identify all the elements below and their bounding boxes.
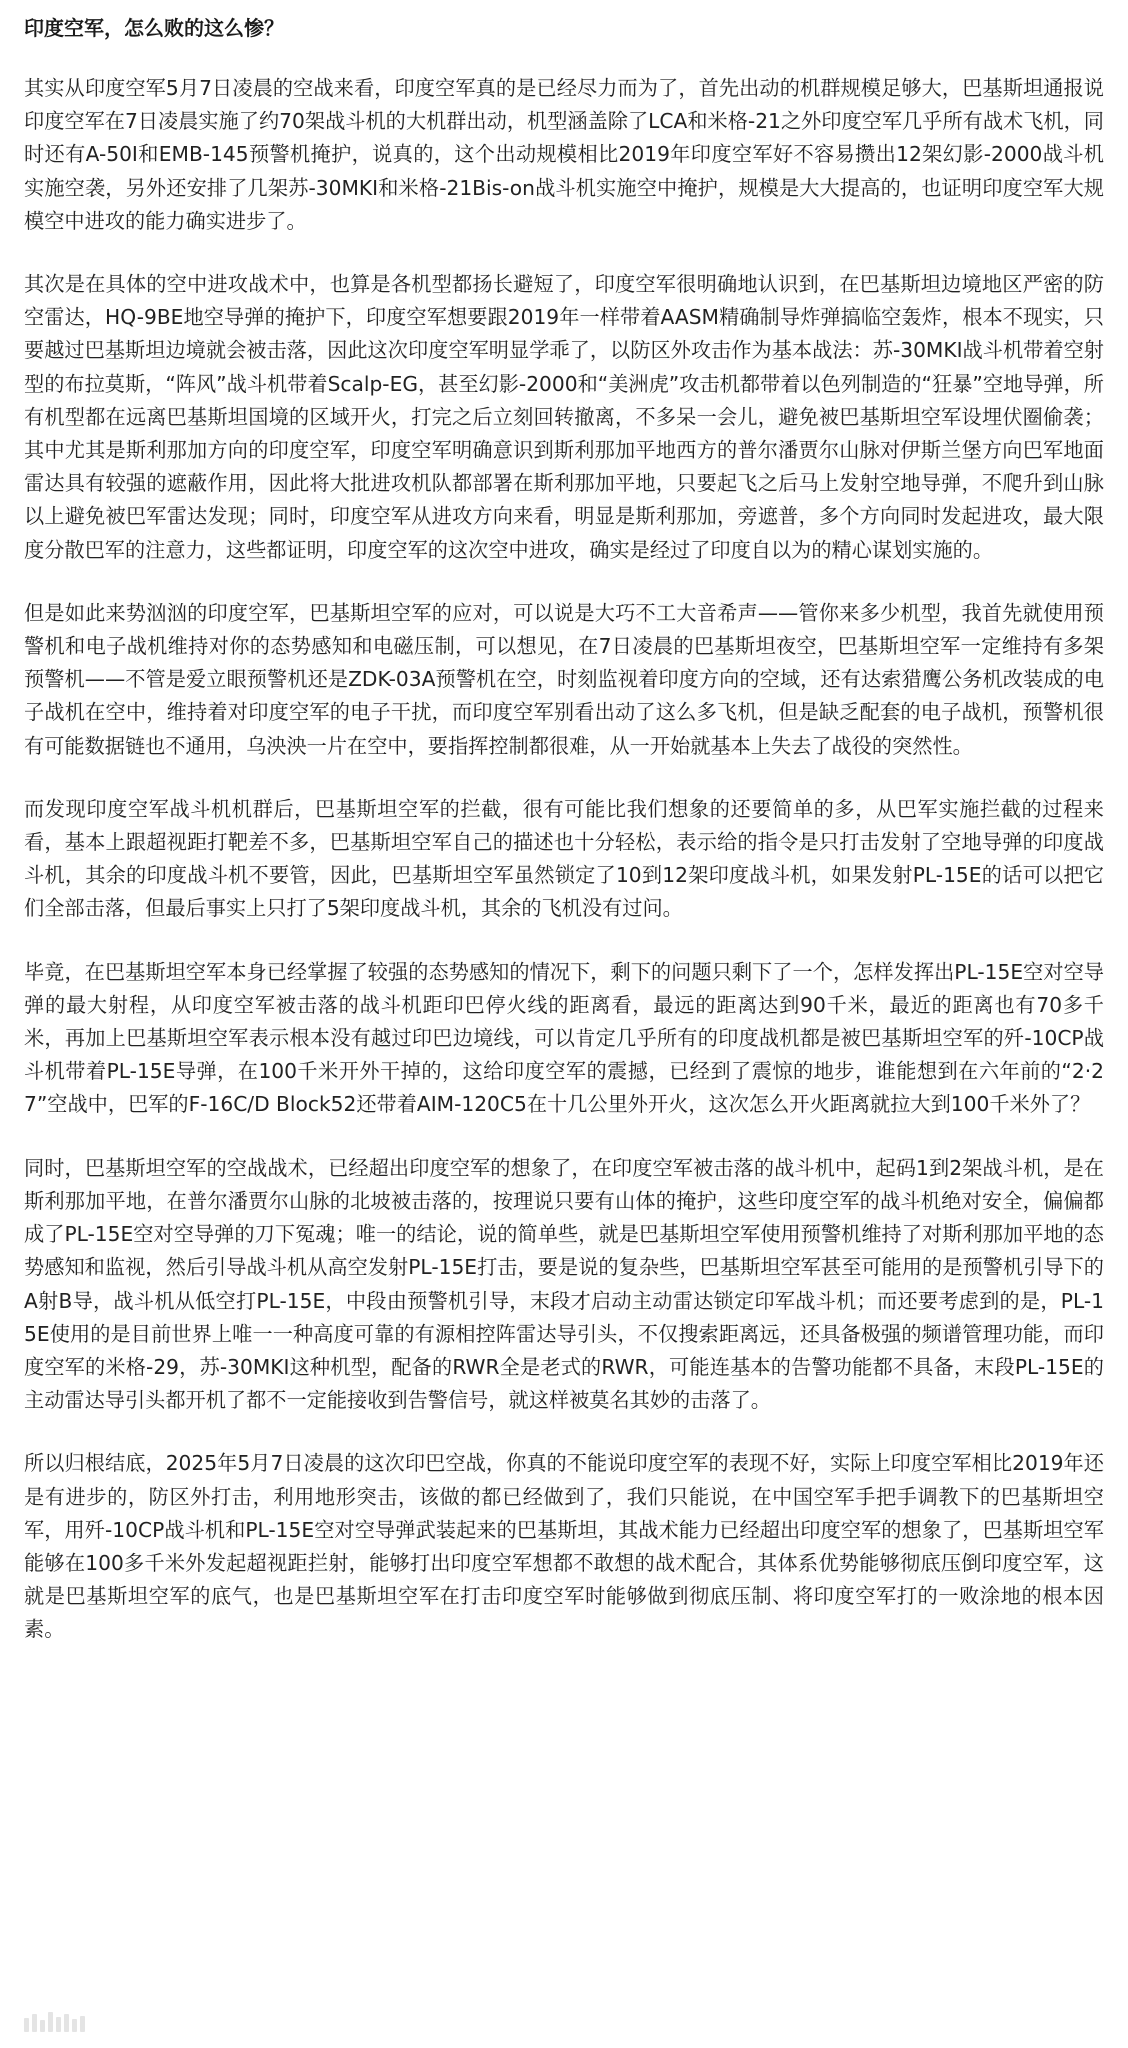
watermark-bar [56,2017,61,2032]
watermark-logo [24,2012,85,2032]
watermark-bar [24,2018,29,2032]
article-paragraph-7: 所以归根结底，2025年5月7日凌晨的这次印巴空战，你真的不能说印度空军的表现不好，实际上印度空军相比2019年还是有进步的，防区外打击，利用地形突击，该做的都已经做到了，我们只能说，在中国空军手把手调教下的巴基斯坦空军，用歼-10CP战斗机和PL-15E空对空导弹武装起来的巴基斯坦，其战术能力已经超出印度空军的想象了，巴基斯坦空军能够在100多千米外发起超视距拦射，能够打出印度空军想都不敢想的战术配合，其体系优势能够彻底压倒印度空军，这就是巴基斯坦空军的底气，也是巴基斯坦空军在打击印度空军时能够做到彻底压制、将印度空军打的一败涂地的根本因素。 [24,1451,1104,1642]
article-paragraph-1: 其实从印度空军5月7日凌晨的空战来看，印度空军真的是已经尽力而为了，首先出动的机群规模足够大，巴基斯坦通报说印度空军在7日凌晨实施了约70架战斗机的大机群出动，机型涵盖除了LCA和米格-21之外印度空军几乎所有战术飞机，同时还有A-50I和EMB-145预警机掩护，说真的，这个出动规模相比2019年印度空军好不容易攒出12架幻影-2000战斗机实施空袭，另外还安排了几架苏-30MKI和米格-21Bis-on战斗机实施空中掩护，规模是大大提高的，也证明印度空军大规模空中进攻的能力确实进步了。 [24,76,1104,233]
watermark-bar [48,2012,53,2032]
watermark-bar [32,2014,37,2032]
watermark-bar [80,2016,85,2032]
watermark-bar [72,2019,77,2032]
article-paragraph-2: 其次是在具体的空中进攻战术中，也算是各机型都扬长避短了，印度空军很明确地认识到，在巴基斯坦边境地区严密的防空雷达，HQ-9BE地空导弹的掩护下，印度空军想要跟2019年一样带着AASM精确制导炸弹搞临空轰炸，根本不现实，只要越过巴基斯坦边境就会被击落，因此这次印度空军明显学乖了，以防区外攻击作为基本战法：苏-30MKI战斗机带着空射型的布拉莫斯，“阵风”战斗机带着Scalp-EG，甚至幻影-2000和“美洲虎”攻击机都带着以色列制造的“狂暴”空地导弹，所有机型都在远离巴基斯坦国境的区域开火，打完之后立刻回转撤离，不多呆一会儿，避免被巴基斯坦空军设埋伏圈偷袭；其中尤其是斯利那加方向的印度空军，印度空军明确意识到斯利那加平地西方的普尔潘贾尔山脉对伊斯兰堡方向巴军地面雷达具有较强的遮蔽作用，因此将大批进攻机队都部署在斯利那加平地，只要起飞之后马上发射空地导弹，不爬升到山脉以上避免被巴军雷达发现；同时，印度空军从进攻方向来看，明显是斯利那加，旁遮普，多个方向同时发起进攻，最大限度分散巴军的注意力，这些都证明，印度空军的这次空中进攻，确实是经过了印度自以为的精心谋划实施的。 [24,272,1104,562]
article-title: 印度空军，怎么败的这么惨？ [24,16,284,40]
article-paragraph-3: 但是如此来势汹汹的印度空军，巴基斯坦空军的应对，可以说是大巧不工大音希声——管你来多少机型，我首先就使用预警机和电子战机维持对你的态势感知和电磁压制，可以想见，在7日凌晨的巴基斯坦夜空，巴基斯坦空军一定维持有多架预警机——不管是爱立眼预警机还是ZDK-03A预警机在空，时刻监视着印度方向的空域，还有达索猎鹰公务机改装成的电子战机在空中，维持着对印度空军的电子干扰，而印度空军别看出动了这么多飞机，但是缺乏配套的电子战机，预警机很有可能数据链也不通用，乌泱泱一片在空中，要指挥控制都很难，从一开始就基本上失去了战役的突然性。 [24,600,1104,758]
article-paragraph-6: 同时，巴基斯坦空军的空战战术，已经超出印度空军的想象了，在印度空军被击落的战斗机中，起码1到2架战斗机，是在斯利那加平地，在普尔潘贾尔山脉的北坡被击落的，按理说只要有山体的掩护，这些印度空军的战斗机绝对安全，偏偏都成了PL-15E空对空导弹的刀下冤魂；唯一的结论，说的简单些，就是巴基斯坦空军使用预警机维持了对斯利那加平地的态势感知和监视，然后引导战斗机从高空发射PL-15E打击，要是说的复杂些，巴基斯坦空军甚至可能用的是预警机引导下的A射B导，战斗机从低空打PL-15E，中段由预警机引导，末段才启动主动雷达锁定印军战斗机；而还要考虑到的是，PL-15E使用的是目前世界上唯一一种高度可靠的有源相控阵雷达导引头，不仅搜索距离远，还具备极强的频谱管理功能，而印度空军的米格-29，苏-30MKI这种机型，配备的RWR全是老式的RWR，可能连基本的告警功能都不具备，末段PL-15E的主动雷达导引头都开机了都不一定能接收到告警信号，就这样被莫名其妙的击落了。 [24,1155,1104,1413]
article-paragraph-4: 而发现印度空军战斗机机群后，巴基斯坦空军的拦截，很有可能比我们想象的还要简单的多，从巴军实施拦截的过程来看，基本上跟超视距打靶差不多，巴基斯坦空军自己的描述也十分轻松，表示给的指令是只打击发射了空地导弹的印度战斗机，其余的印度战斗机不要管，因此，巴基斯坦空军虽然锁定了10到12架印度战斗机，如果发射PL-15E的话可以把它们全部击落，但最后事实上只打了5架印度战斗机，其余的飞机没有过问。 [24,796,1104,921]
watermark-bar [40,2020,45,2032]
article-paragraph-5: 毕竟，在巴基斯坦空军本身已经掌握了较强的态势感知的情况下，剩下的问题只剩下了一个，怎样发挥出PL-15E空对空导弹的最大射程，从印度空军被击落的战斗机距印巴停火线的距离看，最远的距离达到90千米，最近的距离也有70多千米，再加上巴基斯坦空军表示根本没有越过印巴边境线，可以肯定几乎所有的印度战机都是被巴基斯坦空军的歼-10CP战斗机带着PL-15E导弹，在100千米开外干掉的，这给印度空军的震撼，已经到了震惊的地步，谁能想到在六年前的“2·27”空战中，巴军的F-16C/D Block52还带着AIM-120C5在十几公里外开火，这次怎么开火距离就拉大到100千米外了？ [24,959,1104,1117]
watermark-bar [64,2014,69,2032]
